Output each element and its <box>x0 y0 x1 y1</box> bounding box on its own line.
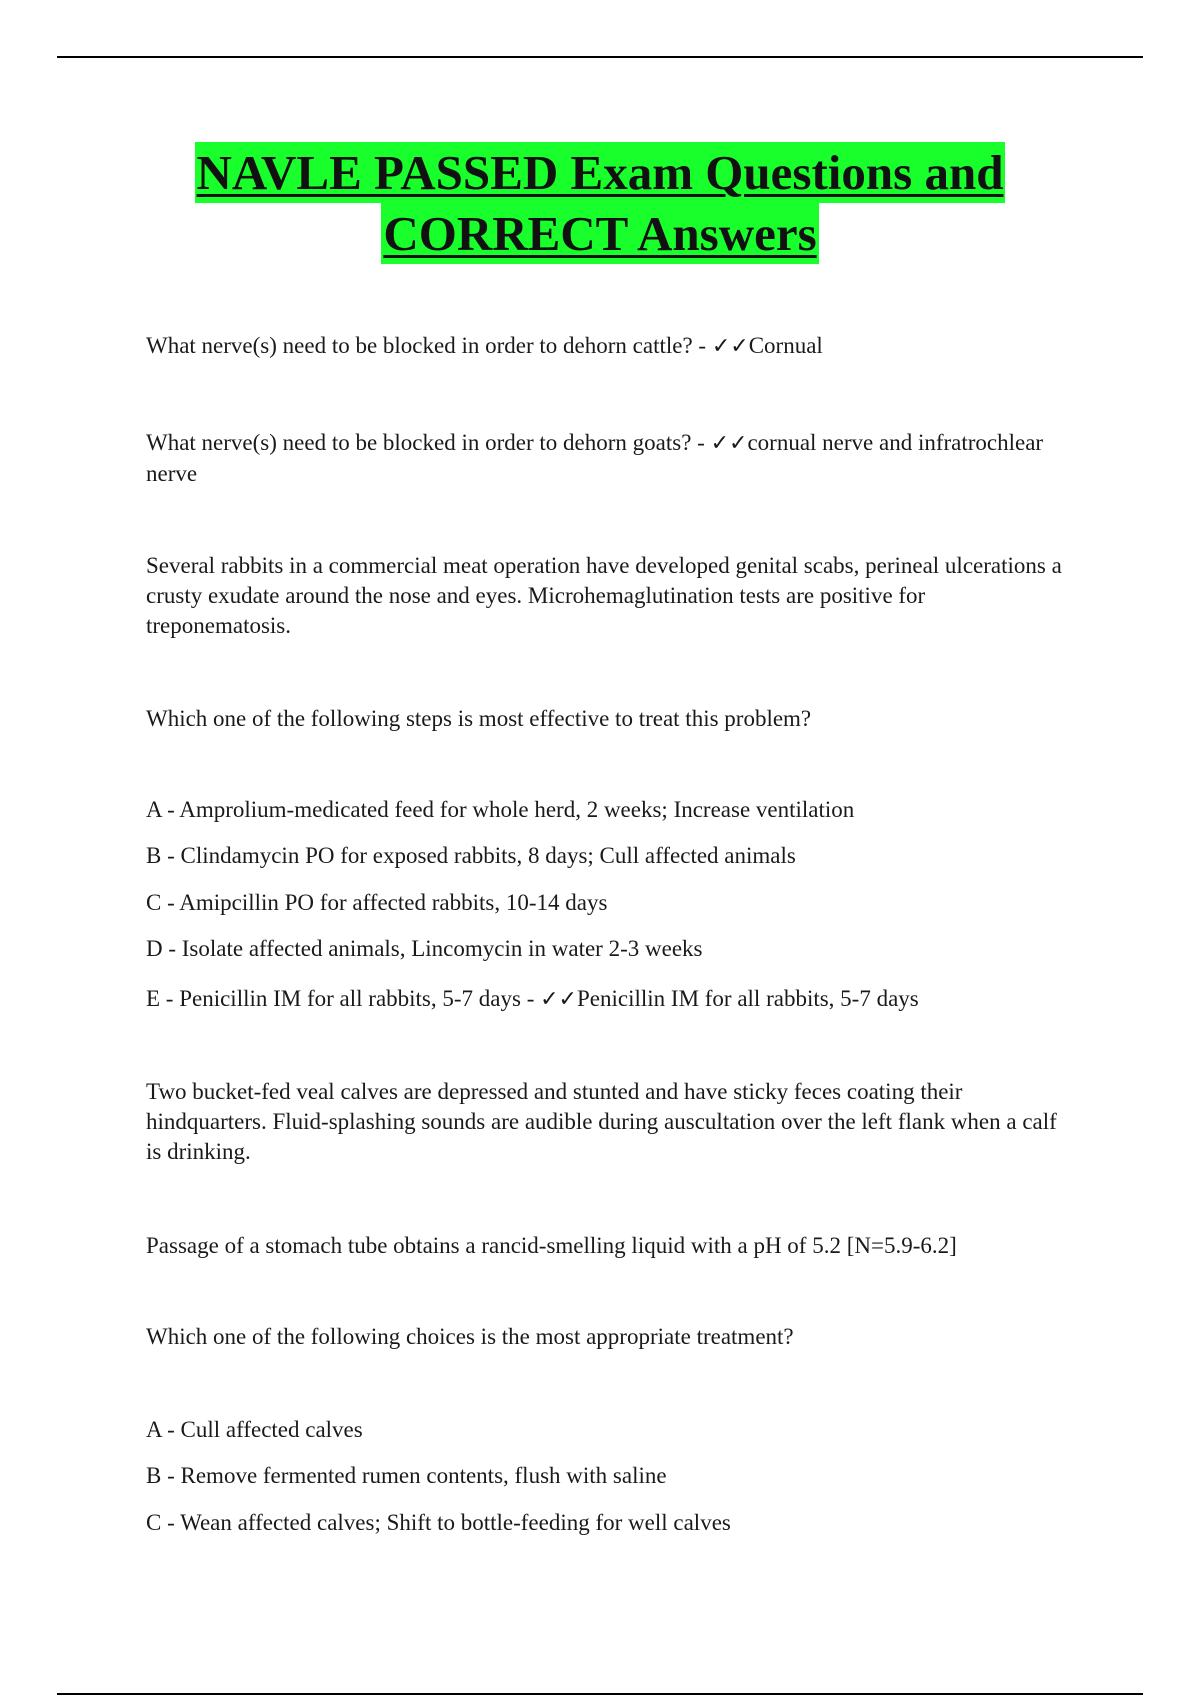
case1-option-e <box>146 984 1066 1015</box>
title-line-1: NAVLE PASSED Exam Questions and <box>195 142 1006 203</box>
title-line-2: CORRECT Answers <box>381 203 818 264</box>
answer-text: Penicillin IM for all rabbits, 5-7 days <box>577 986 919 1011</box>
option-text: E - Penicillin IM for all rabbits, 5-7 days - <box>146 986 541 1011</box>
answer-text: Cornual <box>748 333 823 358</box>
double-check-icon: ✓✓ <box>540 987 577 1012</box>
double-check-icon: ✓✓ <box>711 334 749 359</box>
answer-text: cornual nerve and infratrochlear nerve <box>146 430 1044 486</box>
qa-item-1 <box>146 331 1066 362</box>
case1-stem: Several rabbits in a commercial meat operation have developed genital scabs, perineal ulcerations a crusty exudate around the nose and eyes. Microhemaglutination tests are positive for treponematosis. <box>146 553 1062 638</box>
case2-finding: Passage of a stomach tube obtains a rancid-smelling liquid with a pH of 5.2 [N=5.9-6.2] <box>146 1233 957 1258</box>
qa-item-2 <box>146 428 1066 489</box>
case1-option-a: A - Amprolium-medicated feed for whole herd, 2 weeks; Increase ventilation <box>146 797 855 822</box>
document-title <box>0 142 1200 264</box>
case2-stem: Two bucket-fed veal calves are depressed and stunted and have sticky feces coating their hindquarters. Fluid-splashing sounds are audible during auscultation over the left flank when a calf is drinking. <box>146 1079 1057 1164</box>
question-text: What nerve(s) need to be blocked in order to dehorn cattle? - <box>146 333 712 358</box>
header-rule <box>57 56 1143 58</box>
footer-rule <box>57 1693 1143 1695</box>
double-check-icon: ✓✓ <box>710 431 748 456</box>
case1-option-c: C - Amipcillin PO for affected rabbits, 10-14 days <box>146 890 608 915</box>
case2-option-b: B - Remove fermented rumen contents, flush with saline <box>146 1463 667 1488</box>
question-text: What nerve(s) need to be blocked in order to dehorn goats? - <box>146 430 711 455</box>
case1-option-b: B - Clindamycin PO for exposed rabbits, 8 days; Cull affected animals <box>146 843 796 868</box>
case1-question: Which one of the following steps is most effective to treat this problem? <box>146 706 812 731</box>
case2-question: Which one of the following choices is the most appropriate treatment? <box>146 1324 794 1349</box>
case2-option-c: C - Wean affected calves; Shift to bottle-feeding for well calves <box>146 1510 731 1535</box>
case1-option-d: D - Isolate affected animals, Lincomycin in water 2-3 weeks <box>146 936 703 961</box>
case2-option-a: A - Cull affected calves <box>146 1417 363 1442</box>
